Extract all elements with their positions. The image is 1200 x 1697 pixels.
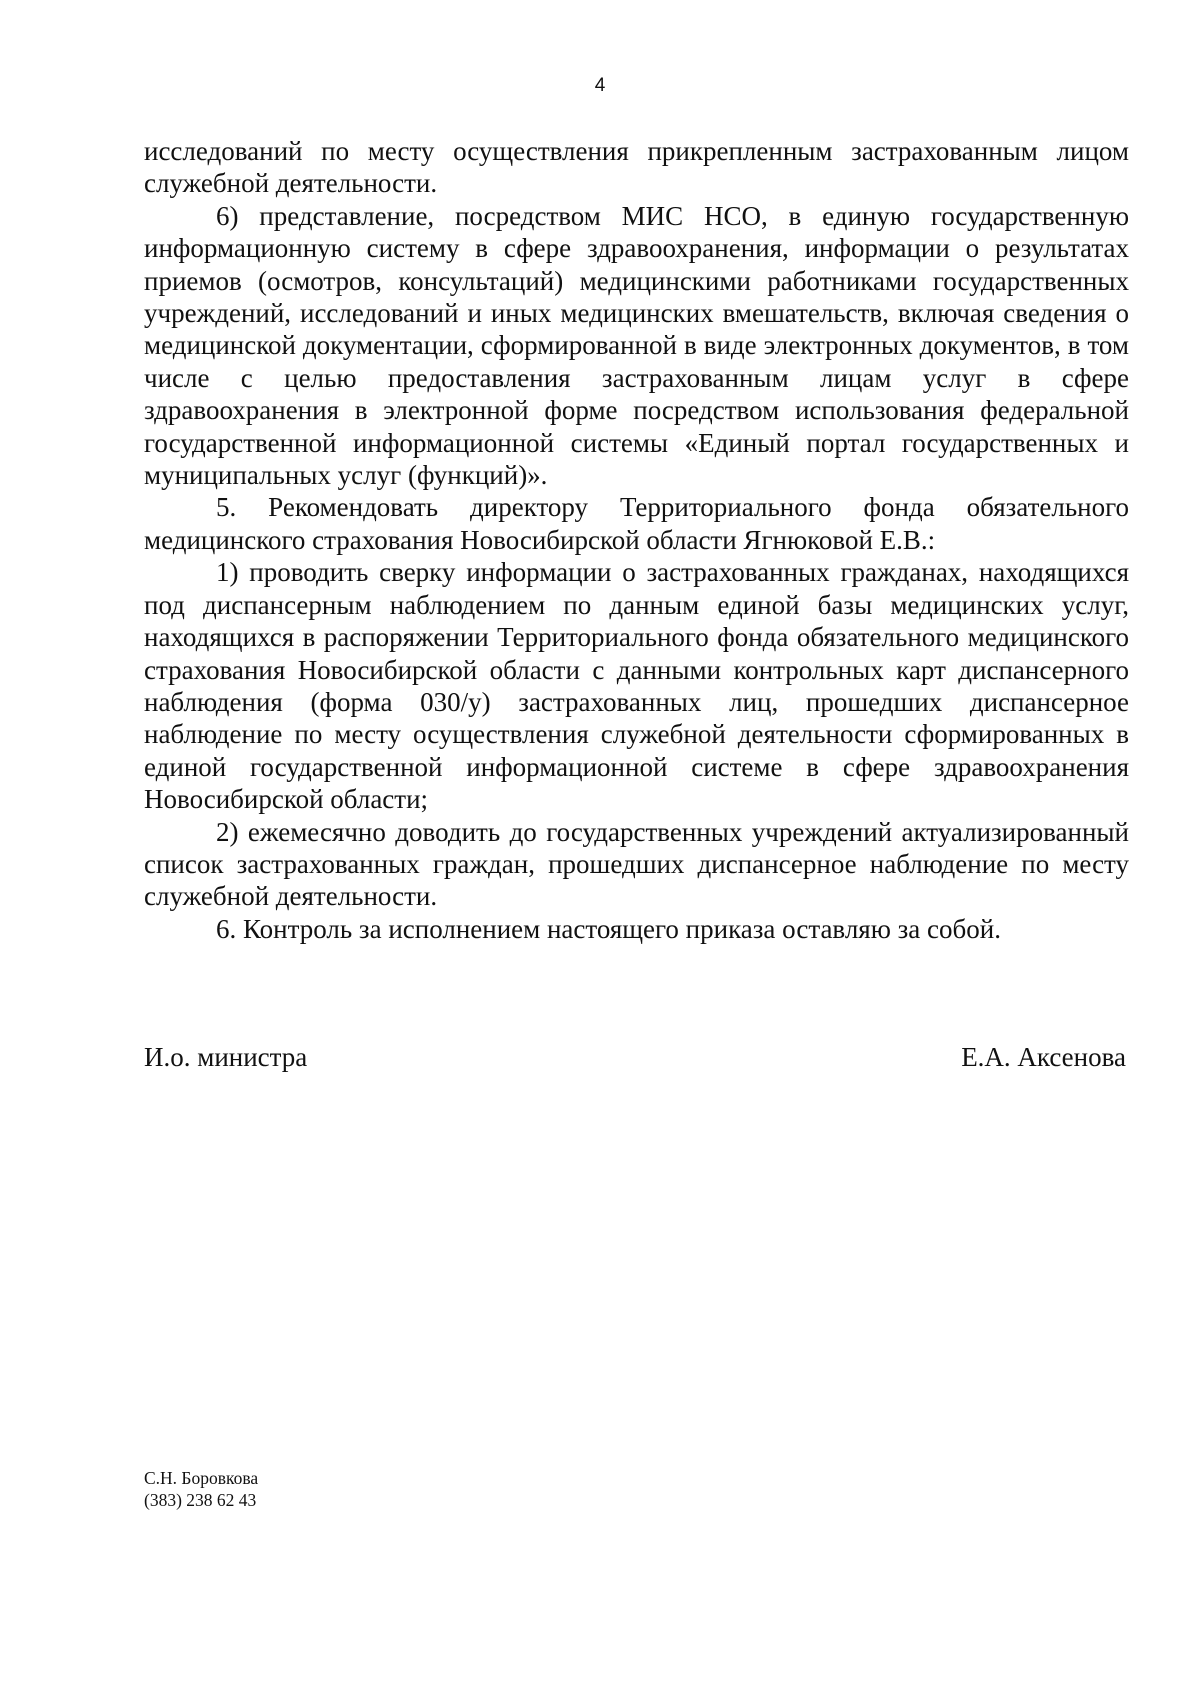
paragraph-item-5-recommendation: 5. Рекомендовать директору Территориального фонда обязательного медицинского страхования Новосибирской области Ягнюковой Е.В.: [144,492,1129,555]
signatory-position: И.о. министра [144,1042,308,1072]
signatory-name: Е.А. Аксенова [961,1042,1126,1072]
executor-name: С.Н. Боровкова [144,1468,259,1488]
paragraph-subitem-1: 1) проводить сверку информации о застрахованных гражданах, находящихся под диспансерным наблюдением по данным единой базы медицинских услуг, находящихся в распоряжении Территориального фонда обязательного медицинского страхования Новосибирской области с данными контрольных карт диспансерного наблюдения (форма 030/у) застрахованных лиц, прошедших диспансерное наблюдение по месту осуществления служебной деятельности сформированных в единой государственной информационной системе в сфере здравоохранения Новосибирской области; [144,557,1129,815]
executor-block [144,1467,258,1511]
paragraph-item-6-control: 6. Контроль за исполнением настоящего приказа оставляю за собой. [216,913,1001,944]
paragraph-subitem-2: 2) ежемесячно доводить до государственных учреждений актуализированный список застрахованных граждан, прошедших диспансерное наблюдение по месту служебной деятельности. [144,816,1129,912]
paragraph-continuation: исследований по месту осуществления прикрепленным застрахованным лицом служебной деятельности. [144,136,1129,199]
executor-phone: (383) 238 62 43 [144,1490,257,1510]
signature-block [144,1041,1126,1073]
document-body [144,135,1129,945]
page-number: 4 [594,75,606,96]
paragraph-item-6: 6) представление, посредством МИС НСО, в единую государственную информационную систему в сфере здравоохранения, информации о результатах приемов (осмотров, консультаций) медицинскими работниками государственных учреждений, исследований и иных медицинских вмешательств, включая сведения о медицинской документации, сформированной в виде электронных документов, в том числе с целью предоставления застрахованным лицам услуг в сфере здравоохранения в электронной форме посредством использования федеральной государственной информационной системы «Единый портал государственных и муниципальных услуг (функций)». [144,200,1129,491]
